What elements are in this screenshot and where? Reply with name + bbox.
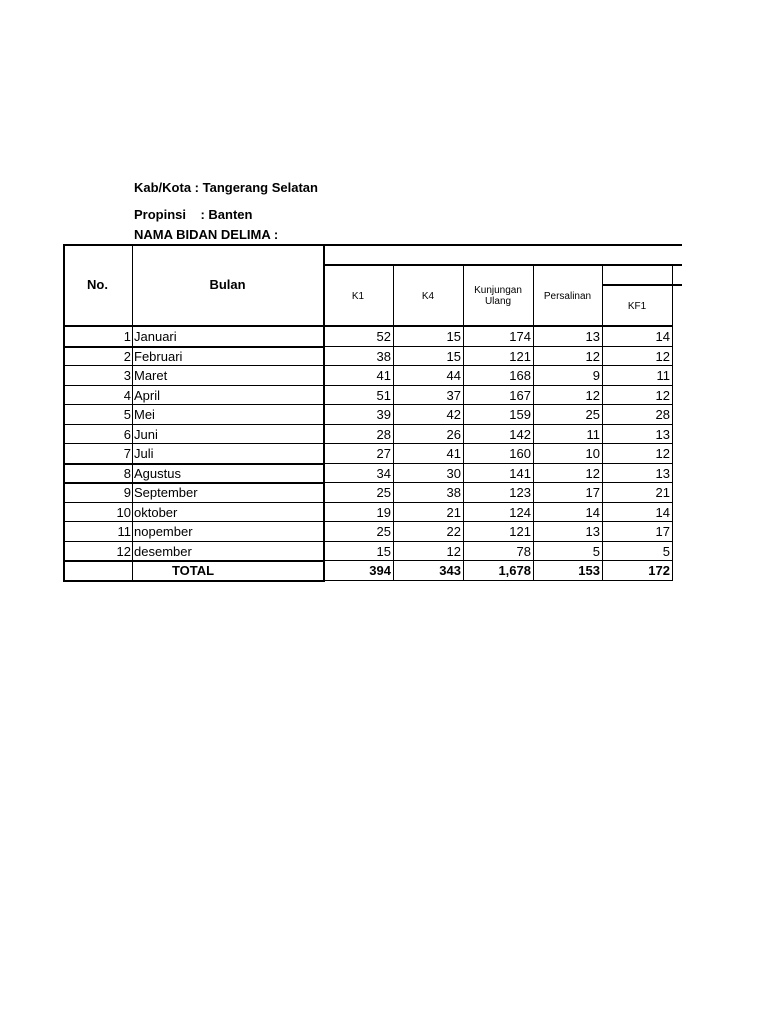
row-value-k4: 12 xyxy=(446,543,461,559)
row-value-ku: 78 xyxy=(516,543,531,559)
row-value-ku: 174 xyxy=(509,329,531,344)
total-value-persalinan: 153 xyxy=(578,563,600,578)
row-value-kf1: 28 xyxy=(655,407,670,422)
row-value-k4: 15 xyxy=(446,348,461,364)
total-value-k1: 394 xyxy=(369,563,391,578)
row-value-kf1: 12 xyxy=(655,387,670,403)
header-bulan: Bulan xyxy=(209,276,246,292)
row-month: Juli xyxy=(134,446,154,461)
row-number: 9 xyxy=(123,485,131,500)
row-value-persalinan: 9 xyxy=(592,368,600,383)
row-month: Maret xyxy=(134,368,168,383)
row-number: 7 xyxy=(123,446,131,461)
row-value-kf1: 17 xyxy=(655,524,670,539)
row-value-k1: 19 xyxy=(376,504,391,520)
row-value-persalinan: 12 xyxy=(585,348,600,364)
row-value-ku: 141 xyxy=(509,465,531,481)
row-month: April xyxy=(134,387,161,403)
col-divider xyxy=(672,264,673,581)
row-value-k4: 42 xyxy=(446,407,461,422)
row-value-persalinan: 13 xyxy=(585,329,600,344)
row-value-persalinan: 12 xyxy=(585,465,600,481)
row-value-persalinan: 5 xyxy=(592,543,600,559)
row-value-k1: 38 xyxy=(376,348,391,364)
row-month: Juni xyxy=(134,426,158,442)
row-value-k4: 41 xyxy=(446,446,461,461)
total-value-kf1: 172 xyxy=(648,563,670,578)
row-number: 11 xyxy=(117,524,131,539)
row-value-k1: 25 xyxy=(376,485,391,500)
row-value-k1: 52 xyxy=(376,329,391,344)
row-number: 10 xyxy=(116,504,131,520)
row-month: oktober xyxy=(134,504,178,520)
row-number: 1 xyxy=(123,329,131,344)
row-month: Januari xyxy=(134,329,177,344)
row-month: Mei xyxy=(134,407,155,422)
row-value-k1: 39 xyxy=(376,407,391,422)
header-no: No. xyxy=(87,276,108,292)
row-value-kf1: 13 xyxy=(655,465,670,481)
row-value-persalinan: 10 xyxy=(585,446,600,461)
row-value-k1: 25 xyxy=(376,524,391,539)
propinsi-label: Propinsi : Banten xyxy=(134,207,253,222)
row-value-ku: 121 xyxy=(509,524,531,539)
row-value-persalinan: 17 xyxy=(585,485,600,500)
row-number: 5 xyxy=(123,407,131,422)
row-value-ku: 167 xyxy=(509,387,531,403)
row-value-kf1: 21 xyxy=(655,485,670,500)
row-value-k4: 26 xyxy=(446,426,461,442)
row-value-k4: 44 xyxy=(446,368,461,383)
row-month: desember xyxy=(134,543,192,559)
row-value-ku: 123 xyxy=(509,485,531,500)
header-persalinan: Persalinan xyxy=(543,290,592,302)
row-value-k1: 28 xyxy=(376,426,391,442)
row-value-kf1: 12 xyxy=(655,446,670,461)
row-value-ku: 121 xyxy=(509,348,531,364)
row-number: 2 xyxy=(123,348,131,364)
row-value-ku: 142 xyxy=(509,426,531,442)
header-kf1: KF1 xyxy=(627,300,647,312)
header-kunjungan-ulang: Kunjungan Ulang xyxy=(474,285,522,307)
row-value-persalinan: 12 xyxy=(585,387,600,403)
row-value-kf1: 11 xyxy=(656,368,670,383)
row-value-k1: 51 xyxy=(376,387,391,403)
header-k4: K4 xyxy=(421,290,435,302)
nama-bidan-label: NAMA BIDAN DELIMA : xyxy=(134,227,279,242)
row-value-kf1: 13 xyxy=(655,426,670,442)
row-value-persalinan: 11 xyxy=(586,426,600,442)
total-value-k4: 343 xyxy=(439,563,461,578)
row-value-k4: 15 xyxy=(446,329,461,344)
row-value-kf1: 14 xyxy=(655,329,670,344)
row-number: 12 xyxy=(116,543,131,559)
row-value-k4: 30 xyxy=(446,465,461,481)
row-value-k1: 34 xyxy=(376,465,391,481)
row-value-kf1: 12 xyxy=(655,348,670,364)
row-value-ku: 160 xyxy=(509,446,531,461)
row-value-persalinan: 25 xyxy=(585,407,600,422)
header-k1: K1 xyxy=(351,290,365,302)
row-number: 4 xyxy=(123,387,131,403)
row-value-persalinan: 14 xyxy=(585,504,600,520)
row-month: nopember xyxy=(134,524,193,539)
row-value-k1: 27 xyxy=(376,446,391,461)
row-month: September xyxy=(134,485,198,500)
row-value-k4: 22 xyxy=(446,524,461,539)
total-label: TOTAL xyxy=(171,563,215,578)
row-value-ku: 159 xyxy=(509,407,531,422)
row-value-k1: 15 xyxy=(376,543,391,559)
row-value-kf1: 14 xyxy=(655,504,670,520)
row-number: 6 xyxy=(123,426,131,442)
row-month: Agustus xyxy=(134,465,181,481)
kab-kota-label: Kab/Kota : Tangerang Selatan xyxy=(134,180,318,195)
row-number: 3 xyxy=(123,368,131,383)
row-value-ku: 124 xyxy=(509,504,531,520)
row-number: 8 xyxy=(123,465,131,481)
row-month: Februari xyxy=(134,348,183,364)
row-value-k4: 37 xyxy=(446,387,461,403)
row-value-k1: 41 xyxy=(376,368,391,383)
total-value-ku: 1,678 xyxy=(498,563,531,578)
row-value-k4: 38 xyxy=(446,485,461,500)
row-value-ku: 168 xyxy=(509,368,531,383)
row-value-persalinan: 13 xyxy=(585,524,600,539)
row-value-k4: 21 xyxy=(446,504,461,520)
row-value-kf1: 5 xyxy=(662,543,670,559)
